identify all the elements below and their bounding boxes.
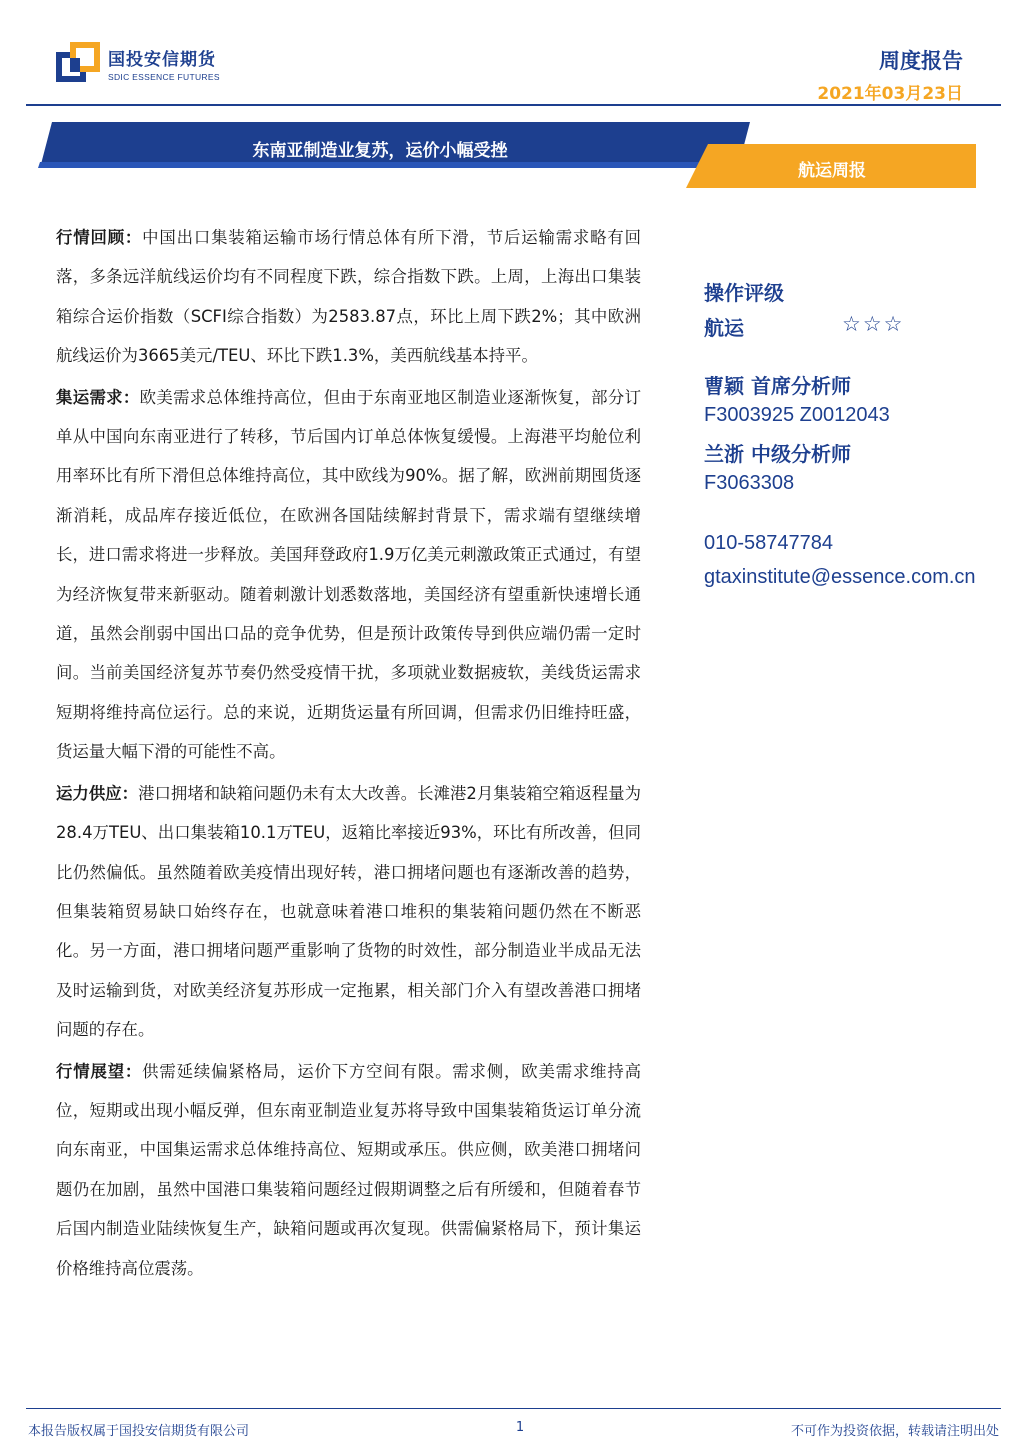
section-text: 港口拥堵和缺箱问题仍未有太大改善。长滩港2月集装箱空箱返程量为28.4万TEU、出口集装箱10.1万TEU，返箱比率接近93%，环比有所改善，但同比仍然偏低。虽然随着欧美疫情出现好转，港口拥堵问题也有逐渐改善的趋势，但集装箱贸易缺口始终存在，也就意味着港口堆积的集装箱问题仍然在不断恶化。另一方面，港口拥堵问题严重影响了货物的时效性，部分制造业半成品无法及时运输到货，对欧美经济复苏形成一定拖累，相关部门介入有望改善港口拥堵问题的存在。 bbox=[56, 783, 642, 1040]
report-title: 东南亚制造业复苏，运价小幅受挫 bbox=[252, 141, 508, 161]
section-heading: 行情回顾： bbox=[56, 228, 143, 247]
page-number: 1 bbox=[515, 1420, 525, 1435]
section-heading: 行情展望： bbox=[56, 1061, 143, 1081]
section-market-outlook bbox=[56, 1052, 641, 1288]
section-heading: 集运需求： bbox=[56, 387, 140, 407]
section-text: 欧美需求总体维持高位，但由于东南亚地区制造业逐渐恢复，部分订单从中国向东南亚进行了转移，节后国内订单总体恢复缓慢。上海港平均舱位利用率环比有所下滑但总体维持高位，其中欧线为90%。据了解，欧洲前期囤货逐渐消耗，成品库存接近低位，在欧洲各国陆续解封背景下，需求端有望继续增长，进口需求将进一步释放。美国拜登政府1.9万亿美元刺激政策正式通过，有望为经济恢复带来新驱动。随着刺激计划悉数落地，美国经济有望重新快速增长通道，虽然会削弱中国出口品的竞争优势，但是预计政策传导到供应端仍需一定时间。当前美国经济复苏节奏仍然受疫情干扰，多项就业数据疲软，美线货运需求短期将维持高位运行。总的来说，近期货运量有所回调，但需求仍旧维持旺盛，货运量大幅下滑的可能性不高。 bbox=[56, 387, 642, 762]
report-type: 周度报告 bbox=[879, 49, 963, 73]
section-text: 供需延续偏紧格局，运价下方空间有限。需求侧，欧美需求维持高位，短期或出现小幅反弹，但东南亚制造业复苏将导致中国集装箱货运订单分流向东南亚，中国集运需求总体维持高位、短期或承压。供应侧，欧美港口拥堵问题仍在加剧，虽然中国港口集装箱问题经过假期调整之后有所缓和，但随着春节后国内制造业陆续恢复生产，缺箱问题或再次复现。供需偏紧格局下，预计集运价格维持高位震荡。 bbox=[56, 1061, 642, 1278]
company-logo bbox=[56, 42, 276, 92]
logo-mark-icon bbox=[56, 42, 100, 86]
rating-stars-icon: ☆☆☆ bbox=[842, 312, 905, 336]
section-capacity-supply bbox=[56, 774, 641, 1050]
rating-sector: 航运 bbox=[704, 316, 744, 340]
report-date: 2021年03月23日 bbox=[817, 84, 963, 104]
section-text: 中国出口集装箱运输市场行情总体有所下滑，节后运输需求略有回落，多条远洋航线运价均有不同程度下跌，综合指数下跌。上周，上海出口集装箱综合运价指数（SCFI综合指数）为2583.87点，环比上周下跌2%；其中欧洲航线运价为3665美元/TEU、环比下跌1.3%，美西航线基本持平。 bbox=[56, 228, 642, 366]
footer-disclaimer: 不可作为投资依据，转载请注明出处 bbox=[790, 1424, 999, 1439]
analyst-license: F3003925 Z0012043 bbox=[704, 404, 890, 426]
analyst-license: F3063308 bbox=[704, 472, 795, 494]
contact-email[interactable]: gtaxinstitute@essence.com.cn bbox=[704, 566, 976, 588]
footer-copyright: 本报告版权属于国投安信期货有限公司 bbox=[28, 1424, 250, 1439]
logo-text-cn: 国投安信期货 bbox=[108, 50, 216, 70]
section-heading: 运力供应： bbox=[56, 783, 139, 803]
report-category-tag: 航运周报 bbox=[798, 161, 866, 181]
section-market-review bbox=[56, 218, 641, 376]
analyst-name: 兰浙 中级分析师 bbox=[704, 442, 851, 466]
contact-phone: 010-58747784 bbox=[704, 532, 834, 554]
rating-heading: 操作评级 bbox=[704, 281, 784, 305]
analyst-name: 曹颖 首席分析师 bbox=[704, 374, 851, 398]
logo-text-en: SDIC ESSENCE FUTURES bbox=[108, 72, 220, 82]
footer-divider bbox=[26, 1408, 1001, 1409]
section-shipping-demand bbox=[56, 378, 641, 772]
header-divider bbox=[26, 104, 1001, 106]
report-body bbox=[56, 218, 641, 1290]
